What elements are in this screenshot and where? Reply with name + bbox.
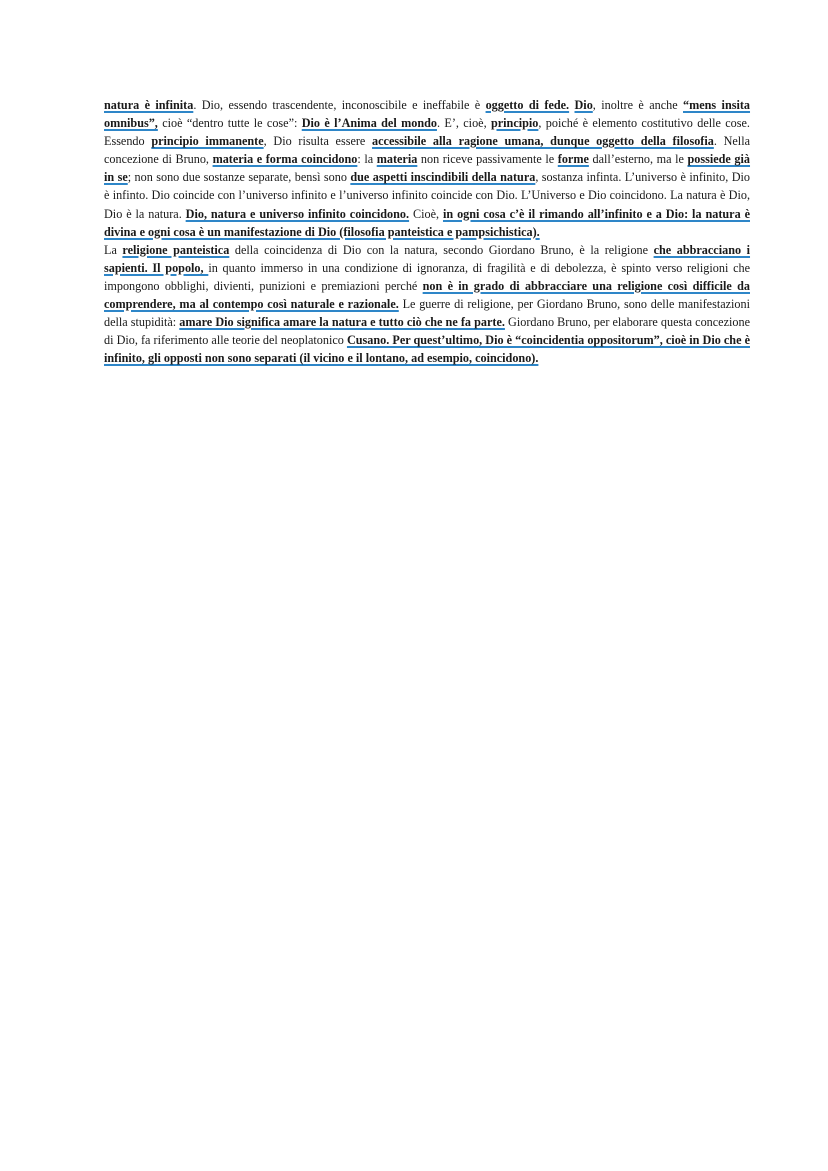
paragraph-natura-dio [104,96,750,241]
highlighted-phrase: che abbracciano i sapienti. Il popolo, [104,242,751,275]
text-run: . Nella concezione di Bruno, [104,134,750,167]
highlighted-phrase: materia [376,152,418,167]
highlighted-phrase: religione panteistica [122,242,230,257]
text-run: Giordano Bruno, per elaborare questa concezione di Dio, fa riferimento alle teorie del neoplatonico [104,315,750,348]
text-run: cioè “dentro tutte le cose”: [157,116,302,131]
highlighted-phrase: non è in grado di abbracciare una religione così difficile da comprendere, ma al contempo così naturale e razionale. [104,278,750,312]
highlighted-phrase: materia e forma coincidono [212,152,358,167]
highlighted-phrase: in ogni cosa c’è il rimando all’infinito e a Dio: la natura è divina e ogni cosa è un manifestazione di Dio (filosofia panteistica e pampsichistica). [104,206,750,239]
text-run: . Dio, essendo trascendente, inconoscibile e ineffabile è [193,98,486,112]
highlighted-phrase: amare Dio significa amare la natura e tutto ciò che ne fa parte. [179,315,505,330]
highlighted-phrase: forme [557,152,589,167]
highlighted-phrase: Dio è l’Anima del mondo [301,116,437,131]
text-run: , inoltre è anche [592,98,683,112]
text-run: . E’, cioè, [436,116,491,131]
highlighted-phrase: Cusano. Per quest’ultimo, Dio è “coincidentia oppositorum”, cioè in Dio che è infinito, gli opposti non sono separati (il vicino e il lontano, ad esempio, coincidono). [104,333,750,366]
highlighted-phrase: Dio [574,98,593,112]
text-run: , Dio risulta essere [263,134,373,149]
text-run: non riceve passivamente le [417,152,558,167]
text-run: in quanto immerso in una condizione di ignoranza, di fragilità e di debolezza, è spinto verso religioni che impongono obblighi, divienti, punizioni e premiazioni perché [104,260,750,293]
text-run: Cioè, [409,206,443,221]
text-run: dall’esterno, ma le [588,152,688,167]
highlighted-phrase: oggetto di fede. [485,98,570,112]
highlighted-phrase: natura è infinita [104,98,194,112]
text-run: La [104,242,123,257]
text-run: Le guerre di religione, per Giordano Bruno, sono delle manifestazioni della stupidità: [104,297,750,330]
text-run: , poiché è elemento costitutivo delle cose. Essendo [104,116,750,149]
document-page [104,96,750,367]
highlighted-phrase: Dio, natura e universo infinito coincidono. [185,206,410,221]
text-run: ; non sono due sostanze separate, bensì sono [127,170,351,185]
text-run: , sostanza infinta. L’universo è infinito, Dio è infinto. Dio coincide con l’universo infinito e l’universo infinito coincide con Dio. L’Universo e Dio coincidono. La natura è Dio, Dio è la natura. [104,170,750,221]
highlighted-phrase: due aspetti inscindibili della natura [350,170,536,185]
text-run: della coincidenza di Dio con la natura, secondo Giordano Bruno, è la religione [229,242,654,257]
highlighted-phrase: principio immanente [151,134,264,149]
highlighted-phrase: accessibile alla ragione umana, dunque oggetto della filosofia [372,134,714,149]
highlighted-phrase: “mens insita omnibus”, [104,98,751,131]
highlighted-phrase: possiede già in se [104,152,751,185]
text-run: : la [357,152,377,167]
paragraph-religione-panteistica [104,241,750,368]
highlighted-phrase: principio [490,116,539,131]
